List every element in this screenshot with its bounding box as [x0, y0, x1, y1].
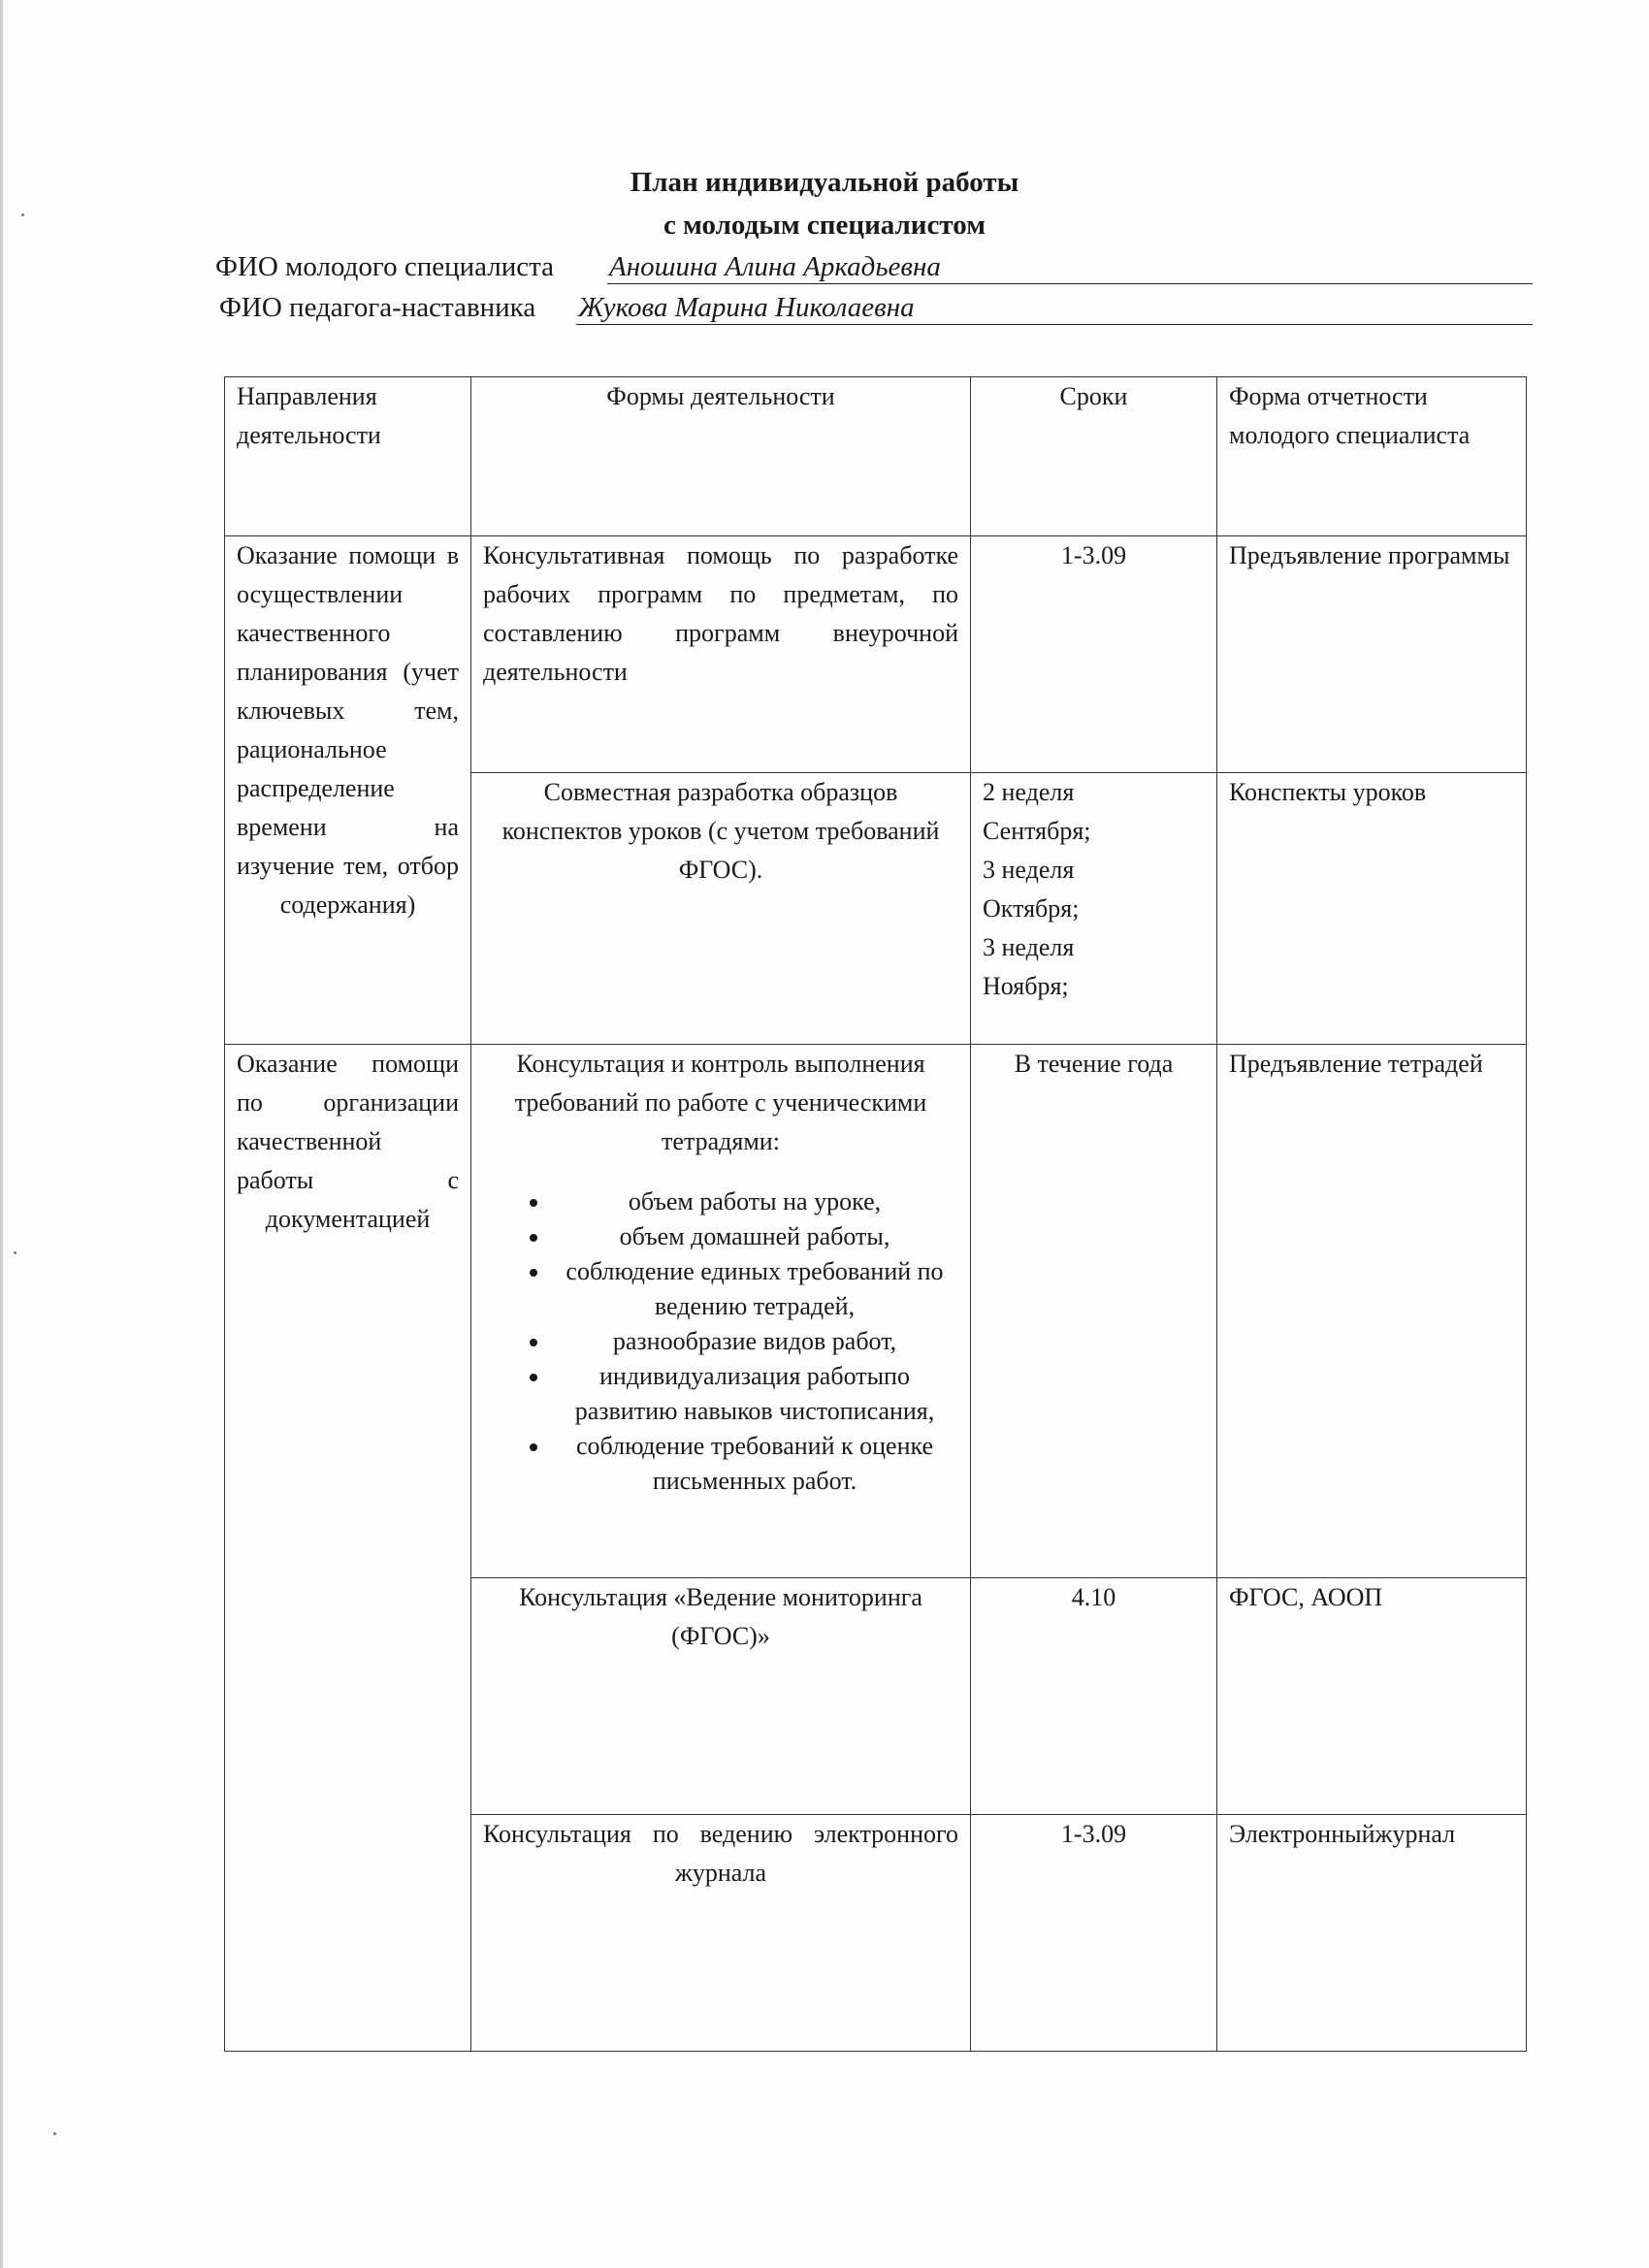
direction-cell-planning: Оказание помощи в осуществлении качественного планирования (учет ключевых тем, рациональное распределение времени на изучение тем, отбор содержания) — [225, 536, 471, 1045]
scan-edge-shadow — [0, 0, 3, 2268]
underline — [607, 283, 1533, 284]
list-item: • разнообразие видов работ, — [551, 1324, 958, 1359]
term-cell: 1-3.09 — [971, 536, 1217, 773]
table-row — [225, 1045, 1527, 1578]
report-cell: ФГОС, АООП — [1217, 1578, 1527, 1815]
form-cell: Консультация по ведению электронного журнала — [471, 1815, 971, 2052]
table-row — [225, 536, 1527, 773]
form-cell — [471, 1045, 971, 1578]
term-line: 2 неделя — [983, 778, 1075, 806]
mentor-field — [219, 291, 1533, 328]
report-cell: Предъявление тетрадей — [1217, 1045, 1527, 1578]
header-cell-directions: Направления деятельности — [225, 377, 471, 536]
list-item: • объем домашней работы, — [551, 1219, 958, 1254]
young-specialist-field — [215, 250, 1533, 287]
term-cell — [971, 773, 1217, 1045]
term-line: Ноября; — [983, 972, 1069, 1000]
term-line: 3 неделя — [983, 933, 1075, 961]
form-cell: Консультативная помощь по разработке рабочих программ по предметам, по составлению программ внеурочной деятельности — [471, 536, 971, 773]
header-cell-forms: Формы деятельности — [471, 377, 971, 536]
list-item: • индивидуализация работыпо развитию навыков чистописания, — [551, 1359, 958, 1429]
young-specialist-label: ФИО молодого специалиста — [215, 251, 555, 282]
direction-cell-documentation: Оказание помощи по организации качественной работы с документацией — [225, 1045, 471, 2052]
term-line: Октября; — [983, 894, 1080, 923]
term-cell: 1-3.09 — [971, 1815, 1217, 2052]
term-line: Сентября; — [983, 817, 1091, 845]
requirements-list — [483, 1184, 958, 1499]
list-item: • соблюдение единых требований по ведению тетрадей, — [551, 1254, 958, 1324]
term-line: 3 неделя — [983, 856, 1075, 884]
report-cell: Конспекты уроков — [1217, 773, 1527, 1045]
header-row — [225, 377, 1527, 536]
young-specialist-name: Аношина Алина Аркадьевна — [609, 251, 941, 282]
scan-speck — [14, 1251, 16, 1254]
header-cell-terms: Сроки — [971, 377, 1217, 536]
form-text: Консультация и контроль выполнения требований по работе с ученическими тетрадями: — [514, 1050, 927, 1155]
term-cell: 4.10 — [971, 1578, 1217, 1815]
form-cell: Совместная разработка образцов конспектов уроков (с учетом требований ФГОС). — [471, 773, 971, 1045]
report-cell: Электронныйжурнал — [1217, 1815, 1527, 2052]
term-cell: В течение года — [971, 1045, 1217, 1578]
plan-table — [224, 376, 1527, 2052]
underline — [576, 324, 1533, 325]
scan-speck — [53, 2132, 56, 2135]
mentor-label: ФИО педагога-наставника — [219, 292, 536, 323]
report-cell: Предъявление программы — [1217, 536, 1527, 773]
list-item: • соблюдение требований к оценке письменных работ. — [551, 1429, 958, 1499]
mentor-name: Жукова Марина Николаевна — [578, 292, 915, 323]
document-title-line-1: План индивидуальной работы — [630, 167, 1019, 198]
list-item: • объем работы на уроке, — [551, 1184, 958, 1219]
document-title-line-2: с молодым специалистом — [663, 210, 986, 241]
header-cell-report: Форма отчетности молодого специалиста — [1217, 377, 1527, 536]
form-cell: Консультация «Ведение мониторинга (ФГОС)» — [471, 1578, 971, 1815]
